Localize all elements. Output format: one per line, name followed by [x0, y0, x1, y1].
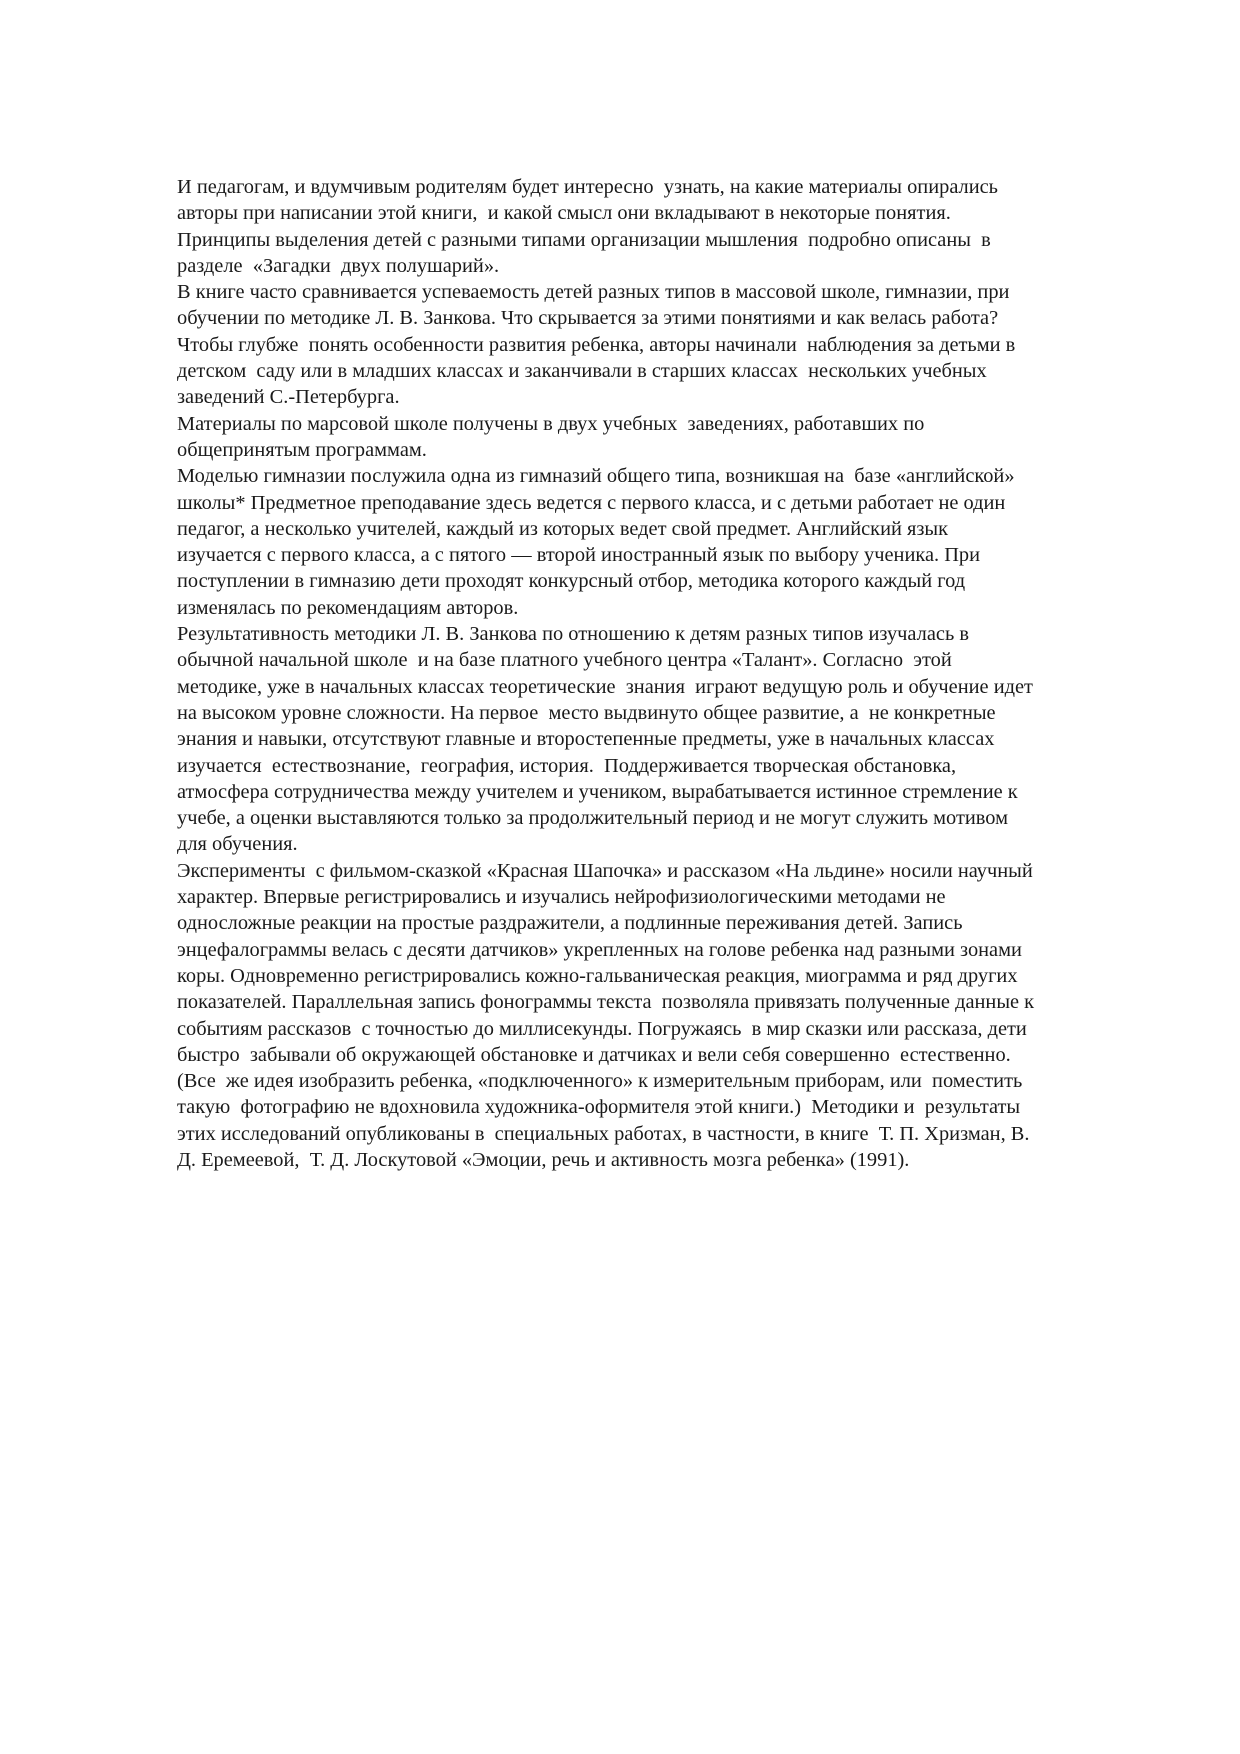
text-line: И педагогам, и вдумчивым родителям будет интересно узнать, на какие материалы опирались [177, 176, 998, 198]
paragraph [177, 858, 1157, 1174]
text-line: Эксперименты с фильмом-сказкой «Красная Шапочка» и рассказом «На льдине» носили научный [177, 859, 1033, 882]
text-line: общепринятым программам. [177, 438, 427, 461]
text-line: Д. Еремеевой, Т. Д. Лоскутовой «Эмоции, речь и активность мозга ребенка» (1991). [177, 1148, 910, 1171]
text-line: В книге часто сравнивается успеваемость детей разных типов в массовой школе, гимназии, при [177, 281, 1010, 304]
text-line: Принципы выделения детей с разными типами организации мышления подробно описаны в [177, 228, 991, 251]
text-line: односложные реакции на простые раздражители, а подлинные переживания детей. Запись [177, 912, 963, 935]
text-line: этих исследований опубликованы в специальных работах, в частности, в книге Т. П. Хризман, В. [177, 1122, 1030, 1145]
body-text [177, 174, 1157, 1173]
text-line: авторы при написании этой книги, и какой смысл они вкладывают в некоторые понятия. [177, 202, 951, 225]
text-line: детском саду или в младших классах и заканчивали в старших классах нескольких учебных [177, 360, 987, 383]
text-line: быстро забывали об окружающей обстановке и датчиках и вели себя совершенно естественно. [177, 1043, 1011, 1066]
text-line: школы* Предметное преподавание здесь ведется с первого класса, и с детьми работает не один [177, 491, 1006, 514]
paragraph [177, 463, 1157, 621]
text-line: Результативность методики Л. В. Занкова по отношению к детям разных типов изучалась в [177, 623, 969, 646]
text-line: Моделью гимназии послужила одна из гимназий общего типа, возникшая на базе «английской» [177, 465, 1015, 488]
paragraph [177, 279, 1157, 410]
text-line: характер. Впервые регистрировались и изучались нейрофизиологическими методами не [177, 886, 946, 909]
text-line: для обучения. [177, 833, 298, 856]
text-line: учебе, а оценки выставляются только за продолжительный период и не могут служить мотивом [177, 807, 1008, 830]
paragraph [177, 411, 1157, 464]
text-line: методике, уже в начальных классах теоретические знания играют ведущую роль и обучение идет [177, 675, 1033, 698]
text-line: обычной начальной школе и на базе платного учебного центра «Талант». Согласно этой [177, 649, 952, 672]
text-line: изучается естествознание, география, история. Поддерживается творческая обстановка, [177, 754, 957, 777]
text-line: Чтобы глубже понять особенности развития ребенка, авторы начинали наблюдения за детьми в [177, 333, 1016, 356]
text-line: энания и навыки, отсутствуют главные и второстепенные предметы, уже в начальных классах [177, 728, 995, 751]
text-line: обучении по методике Л. В. Занкова. Что скрывается за этими понятиями и как велась работа? [177, 307, 999, 330]
text-line: изучается с первого класса, а с пятого — второй иностранный язык по выбору ученика. При [177, 544, 981, 567]
text-line: заведений С.-Петербурга. [177, 386, 400, 409]
paragraph [177, 174, 1157, 279]
text-line: (Все же идея изобразить ребенка, «подключенного» к измерительным приборам, или поместить [177, 1070, 1023, 1093]
text-line: Материалы по марсовой школе получены в двух учебных заведениях, работавших по [177, 412, 925, 435]
text-line: атмосфера сотрудничества между учителем и учеником, вырабатывается истинное стремление к [177, 780, 1018, 803]
text-line: коры. Одновременно регистрировались кожно-гальваническая реакция, миограмма и ряд других [177, 964, 1018, 987]
paragraph [177, 621, 1157, 858]
text-line: поступлении в гимназию дети проходят конкурсный отбор, методика которого каждый год [177, 570, 966, 593]
text-line: педагог, а несколько учителей, каждый из которых ведет свой предмет. Английский язык [177, 517, 949, 540]
text-line: изменялась по рекомендациям авторов. [177, 596, 519, 619]
text-line: показателей. Параллельная запись фонограммы текста позволяла привязать полученные данные к [177, 991, 1035, 1014]
text-line: энцефалограммы велась с десяти датчиков» укрепленных на голове ребенка над разными зонами [177, 938, 1022, 961]
text-line: на высоком уровне сложности. На первое место выдвинуто общее развитие, а не конкретные [177, 701, 996, 724]
text-line: такую фотографию не вдохновила художника-оформителя этой книги.) Методики и результаты [177, 1096, 1021, 1119]
text-line: событиям рассказов с точностью до миллисекунды. Погружаясь в мир сказки или рассказа, дети [177, 1017, 1027, 1040]
text-line: разделе «Загадки двух полушарий». [177, 254, 500, 277]
